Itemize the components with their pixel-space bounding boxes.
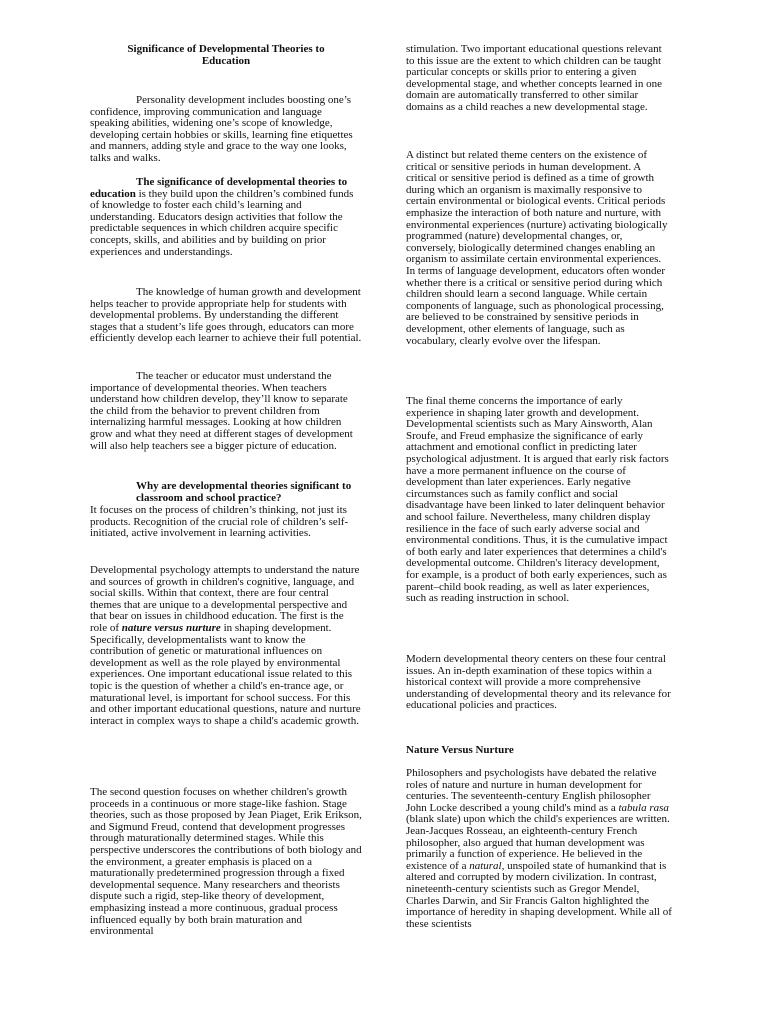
- paragraph-process-thinking: It focuses on the process of children’s thinking, not just its products. Recognition of the crucial role of children’s self-initiated, active involvement in learning activities.: [90, 504, 349, 540]
- paragraph-developmental-psychology-text-a: Developmental psychology attempts to understand the nature and sources of growth in children's cognitive, language, and social skills. Within that context, there are four central themes that are unique to a developmental perspective and that bear on issues in childhood education. The first is the role of: [90, 564, 360, 634]
- document-title: Significance of Developmental Theories to Education: [127, 43, 325, 67]
- paragraph-philosophers-text-c: unspoiled state of humankind that is altered and corrupted by modern civilization. In contrast, nineteenth-century scientists such as Gregor Mendel, Charles Darwin, and Sir Francis Galton highlighted the importance of heredity in shaping development. While all of these scientists: [406, 859, 672, 930]
- paragraph-significance-text: is they build upon the children’s combined funds of knowledge to foster each child’s learning and understanding. Educators design activities that follow the predictable sequences in which children acquire specific concepts, skills, and abilities and by building on prior experiences and understandings.: [90, 187, 354, 258]
- paragraph-critical-periods: A distinct but related theme centers on the existence of critical or sensitive periods in human development. A critical or sensitive period is defined as a time of growth during which an organism is maximally responsive to certain environmental or biological events. Critical periods emphasize the interaction of both nature and nurture, with environmental experiences (nurture) activating biologically programmed (nature) developmental changes, or, conversely, biologically determined changes enabling an organism to assimilate certain environmental experiences. In terms of language development, educators often wonder whether there is a critical or sensitive period during which children should learn a second language. While certain components of language, such as phonological processing, are believed to be constrained by sensitive periods in development, other elements of language, such as vocabulary, clearly evolve over the lifespan.: [406, 149, 668, 347]
- paragraph-second-question: The second question focuses on whether children's growth proceeds in a continuous or more stage-like fashion. Stage theories, such as those proposed by Jean Piaget, Erik Erikson, and Sigmund Freud, contend that development progresses through maturationally determined stages. While this perspective underscores the contributions of both biology and the environment, a greater emphasis is placed on a maturationally predetermined progression through a fixed developmental sequence. Many researchers and theorists dispute such a rigid, step-like theory of development, emphasizing instead a more continuous, gradual process influenced equally by both brain maturation and environmental: [90, 786, 362, 938]
- paragraph-significance: [90, 177, 362, 258]
- paragraph-philosophers: [406, 768, 672, 930]
- question-heading: Why are developmental theories significant to classroom and school practice?: [136, 480, 352, 504]
- paragraph-personality-development: Personality development includes boosting one’s confidence, improving communication and language speaking abilities, widening one’s scope of knowledge, developing certain hobbies or skills, learning fine etiquettes and manners, adding style and grace to the way one looks, talks and walks.: [90, 94, 353, 164]
- paragraph-teacher-understand: The teacher or educator must understand the importance of developmental theories. When teachers understand how children develop, they’ll know to separate the child from the behavior to prevent children from internalizing harmful messages. Looking at how children grow and what they need at different stages of development will also help teachers see a bigger picture of education.: [90, 370, 353, 452]
- emphasis-natural: natural,: [469, 859, 505, 872]
- emphasis-tabula-rasa: tabula rasa: [618, 801, 669, 814]
- paragraph-developmental-psychology: [90, 565, 362, 727]
- emphasis-significance: The significance of developmental theories to education: [90, 176, 348, 200]
- section-heading-nature-versus-nurture: Nature Versus Nurture: [406, 744, 514, 756]
- paragraph-philosophers-text-b: (blank slate) upon which the child's experiences are written. Jean-Jacques Rosseau, an eighteenth-century French philosopher, also argued that human development was primarily a function of experience. He believed in the existence of a: [406, 813, 670, 872]
- paragraph-early-experience: The final theme concerns the importance of early experience in shaping later growth and development. Developmental scientists such as Mary Ainsworth, Alan Sroufe, and Freud emphasize the significance of early attachment and emotional conflict in predicting later psychological adjustment. It is argued that early risk factors have a more permanent influence on the course of development than later experiences. Early negative circumstances such as family conflict and social disadvantage have been linked to later delinquent behavior and school failure. Nevertheless, many children display resilience in the face of such early adverse social and environmental conditions. Thus, it is the cumulative impact of both early and later experiences that determines a child's developmental outcome. Children's literacy development, for example, is a product of both early experiences, such as parent–child book reading, as well as later experiences, such as reading instruction in school.: [406, 395, 669, 605]
- paragraph-philosophers-text-a: Philosophers and psychologists have debated the relative roles of nature and nurture in human development for centuries. The seventeenth-century English philosopher John Locke described a young child's mind as a: [406, 767, 657, 814]
- paragraph-developmental-psychology-text-b: in shaping development. Specifically, developmentalists want to know the contribution of genetic or maturational influences on development as well as the role played by environmental experiences. One important educational issue related to this topic is the question of whether a child's en-trance age, or maturational level, is important for school success. For this and other important educational questions, nature and nurture interact in complex ways to shape a child's academic growth.: [90, 621, 361, 727]
- paragraph-knowledge-growth: The knowledge of human growth and development helps teacher to provide appropriate help for students with developmental problems. By understanding the different stages that a student’s life goes through, educators can more efficiently develop each learner to achieve their full potential.: [90, 286, 362, 345]
- paragraph-modern-theory: Modern developmental theory centers on these four central issues. An in-depth examination of these topics within a historical context will provide a more comprehensive understanding of developmental theory and its relevance for educational policies and practices.: [406, 653, 671, 712]
- emphasis-nature-versus-nurture: nature versus nurture: [121, 621, 221, 634]
- paragraph-stimulation: stimulation. Two important educational questions relevant to this issue are the extent to which children can be taught particular concepts or skills prior to entering a given developmental stage, and whether concepts learned in one domain are automatically transferred to other similar domains as a child reaches a new developmental stage.: [406, 43, 662, 113]
